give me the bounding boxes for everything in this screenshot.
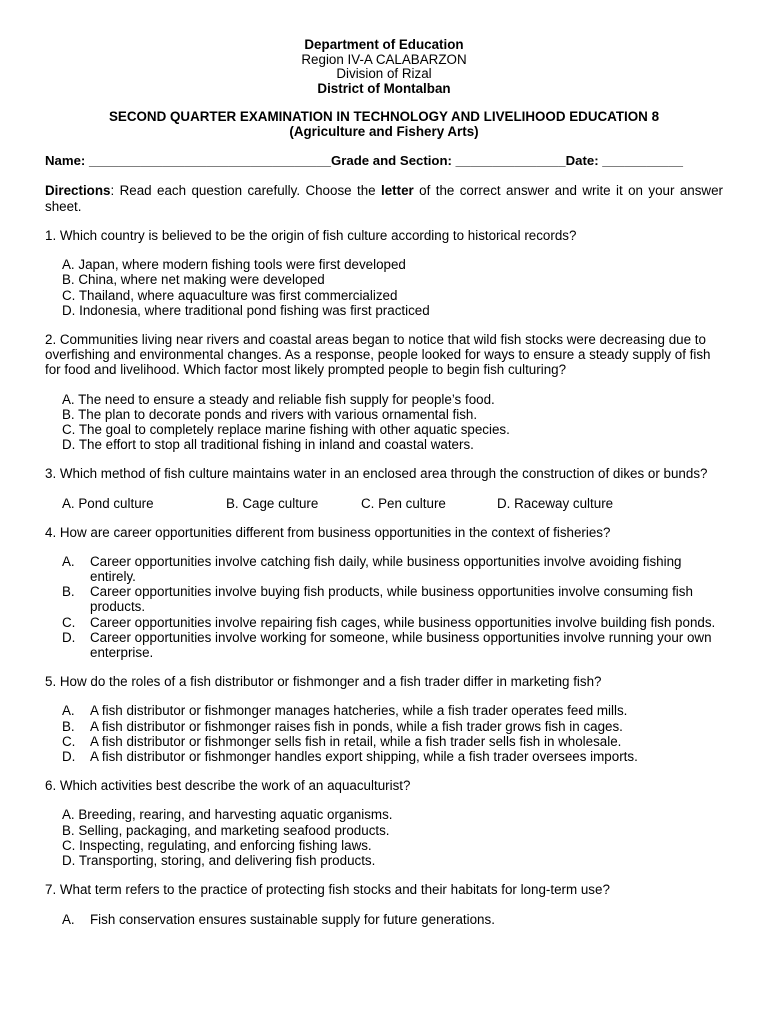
- division-name: Division of Rizal: [336, 66, 432, 81]
- option: [62, 734, 723, 749]
- option-text: Career opportunities involve repairing fish cages, while business opportunities involve building fish ponds.: [90, 614, 716, 630]
- option: D. Transporting, storing, and delivering fish products.: [62, 853, 376, 869]
- option-text: A fish distributor or fishmonger manages hatcheries, while a fish trader operates feed mills.: [90, 703, 628, 719]
- option: A. Breeding, rearing, and harvesting aquatic organisms.: [62, 807, 393, 823]
- option-text: Fish conservation ensures sustainable supply for future generations.: [90, 911, 495, 927]
- question-1: 1. Which country is believed to be the origin of fish culture according to historical records?: [45, 228, 577, 243]
- option: [62, 749, 723, 764]
- document-header: [45, 38, 723, 96]
- grade-section-field: Grade and Section: _______________: [331, 153, 566, 168]
- option: [62, 703, 723, 718]
- question-3: 3. Which method of fish culture maintains water in an enclosed area through the construction of dikes or bunds?: [45, 466, 708, 482]
- option-text: A fish distributor or fishmonger handles export shipping, while a fish trader oversees imports.: [90, 749, 638, 765]
- question-1-options: [45, 257, 723, 318]
- option: [62, 584, 723, 614]
- directions-label: Directions: [45, 183, 111, 198]
- question-4: 4. How are career opportunities different from business opportunities in the context of fisheries?: [45, 524, 611, 540]
- option: [62, 719, 723, 734]
- option-letter: B.: [62, 718, 75, 734]
- option-text: Career opportunities involve working for someone, while business opportunities involve running your own enterprise.: [90, 629, 712, 661]
- option: A. The need to ensure a steady and reliable fish supply for people’s food.: [62, 391, 495, 407]
- option: D. Raceway culture: [497, 495, 614, 511]
- option: [62, 615, 723, 630]
- question-2: 2. Communities living near rivers and coastal areas began to notice that wild fish stocks were decreasing due to overfishing and environmental changes. As a response, people looked for ways to ensure a steady supply of fish for food and livelihood. Which factor most likely prompted people to begin fish culturing?: [45, 332, 711, 378]
- option: C. Thailand, where aquaculture was first commercialized: [62, 287, 398, 303]
- option-text: A fish distributor or fishmonger sells fish in retail, while a fish trader sells fish in wholesale.: [90, 733, 622, 749]
- option: [62, 554, 723, 584]
- question-4-options: [45, 554, 723, 660]
- option-letter: D.: [62, 629, 76, 645]
- option: B. The plan to decorate ponds and rivers with various ornamental fish.: [62, 406, 478, 422]
- district-name: District of Montalban: [317, 80, 451, 96]
- option: C. Pen culture: [361, 495, 446, 511]
- option: A. Japan, where modern fishing tools were first developed: [62, 257, 406, 273]
- student-info-line: [45, 153, 723, 168]
- question-6: 6. Which activities best describe the work of an aquaculturist?: [45, 778, 411, 794]
- option: B. Cage culture: [226, 495, 319, 511]
- option-letter: C.: [62, 733, 76, 749]
- option: A. Pond culture: [62, 495, 154, 511]
- question-7-options: [45, 912, 723, 927]
- option: C. The goal to completely replace marine fishing with other aquatic species.: [62, 422, 510, 438]
- question-7: 7. What term refers to the practice of protecting fish stocks and their habitats for long-term use?: [45, 882, 610, 898]
- option-text: A fish distributor or fishmonger raises fish in ponds, while a fish trader grows fish in cages.: [90, 718, 623, 734]
- date-field: Date: ___________: [565, 153, 683, 168]
- question-6-options: [45, 807, 723, 868]
- question-5-options: [45, 703, 723, 764]
- option-letter: B.: [62, 584, 75, 600]
- directions-emphasis: letter: [381, 183, 414, 198]
- question-2-options: [45, 392, 723, 453]
- option: D. The effort to stop all traditional fishing in inland and coastal waters.: [62, 437, 474, 453]
- question-3-options: [45, 496, 723, 511]
- option-text: Career opportunities involve buying fish products, while business opportunities involve consuming fish products.: [90, 584, 693, 615]
- option-letter: D.: [62, 749, 76, 765]
- option: C. Inspecting, regulating, and enforcing fishing laws.: [62, 837, 372, 853]
- option-letter: A.: [62, 703, 75, 719]
- region-name: Region IV-A CALABARZON: [301, 51, 467, 67]
- exam-title-block: [45, 109, 723, 139]
- name-field: Name: _________________________________: [45, 153, 332, 168]
- directions-text-2: of the correct answer and write it on your answer sheet.: [45, 183, 724, 214]
- exam-subtitle: (Agriculture and Fishery Arts): [289, 124, 479, 139]
- directions-text-1: : Read each question carefully. Choose the: [110, 183, 382, 198]
- option: B. China, where net making were developed: [62, 272, 325, 288]
- option-letter: A.: [62, 911, 75, 927]
- exam-title: SECOND QUARTER EXAMINATION IN TECHNOLOGY AND LIVELIHOOD EDUCATION 8: [108, 109, 660, 124]
- option: B. Selling, packaging, and marketing seafood products.: [62, 822, 390, 838]
- option: D. Indonesia, where traditional pond fishing was first practiced: [62, 302, 430, 318]
- option-text: Career opportunities involve catching fish daily, while business opportunities involve avoiding fishing entirely.: [90, 553, 682, 585]
- option: [62, 912, 723, 927]
- option-letter: A.: [62, 553, 75, 569]
- question-5: 5. How do the roles of a fish distributor or fishmonger and a fish trader differ in marketing fish?: [45, 674, 602, 690]
- department-name: Department of Education: [304, 37, 464, 52]
- directions: [45, 183, 723, 214]
- option-letter: C.: [62, 614, 76, 630]
- option: [62, 630, 723, 660]
